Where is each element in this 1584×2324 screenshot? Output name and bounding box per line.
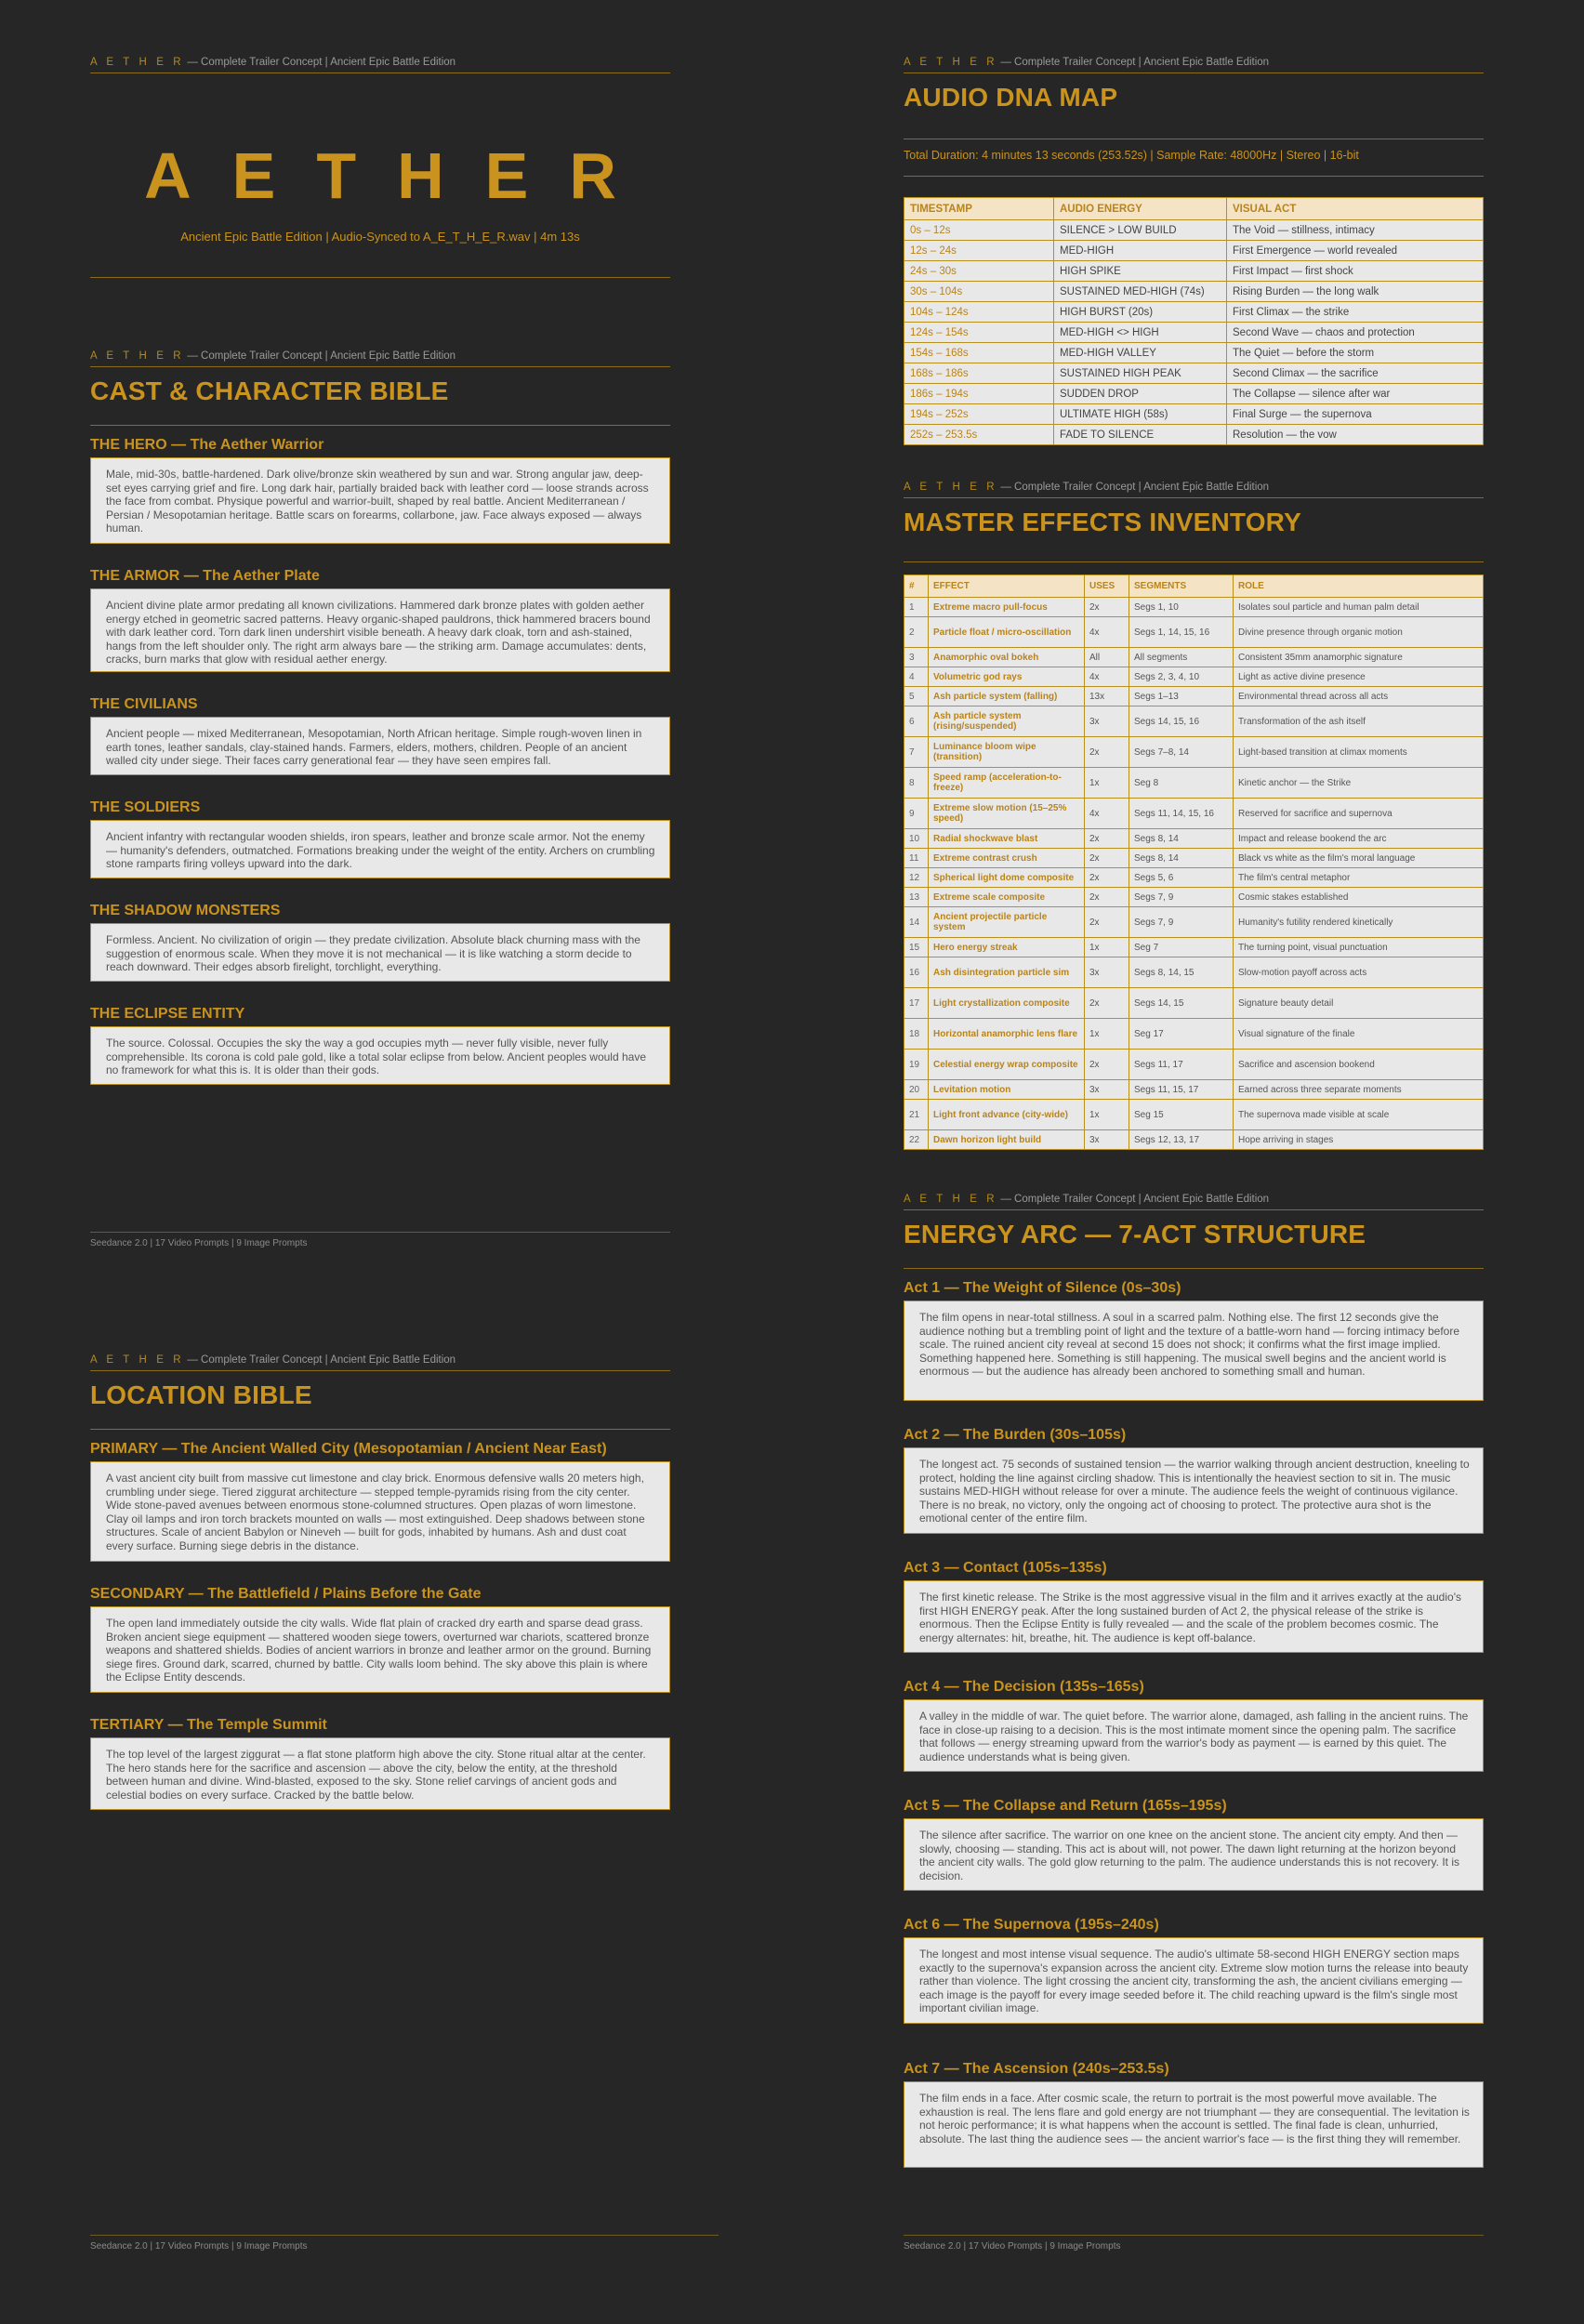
header-text: — Complete Trailer Concept | Ancient Epic Battle Edition [997,57,1270,68]
location-heading-tertiary: TERTIARY — The Temple Summit [90,1717,327,1733]
cast-text: Ancient divine plate armor predating all known civilizations. Hammered dark bronze plates with golden aether energy etched in geometric sacred patterns. Heavy organic-shaped pauldrons, thick hammered bracers bound with dark leather cord. Torn dark linen undershirt visible beneath. A heavy dark cloak, torn and ash-stained, hangs from the left shoulder only. The right arm always bare — the striking arm. Damage accumulates: dents, cracks, burn marks that glow with residual aether energy. [106,599,651,667]
audio-page [904,57,1484,445]
table-row [904,1100,1484,1130]
table-row [904,363,1484,384]
effect-role: Kinetic anchor — the Strike [1234,768,1484,799]
page-footer: Seedance 2.0 | 17 Video Prompts | 9 Image Prompts [904,2235,1484,2251]
cast-text: Ancient infantry with rectangular wooden shields, iron spears, leather and bronze scale armor. Not the enemy — humanity's defenders, outmatched. Formations breaking under the weight of the entity. Archers on crumbling stone ramparts firing volleys upward into the dark. [106,830,655,871]
act-text: The longest act. 75 seconds of sustained tension — the warrior walking through ancient destruction, kneeling to protect, holding the line against circling shadow. This is intentionally the heaviest section to sit in. The music sustains MED-HIGH without release for over a minute. The audience feels the weight of continuous vigilance. There is no break, no victory, only the ongoing act of choosing to protect. The protective aura shot is the emotional center of the entire film. [919,1458,1470,1525]
cast-box-civilians [90,717,670,775]
energy-title: ENERGY ARC — 7-ACT STRUCTURE [904,1220,1484,1269]
effect-role: Cosmic stakes established [1234,888,1484,907]
page-header [90,350,670,367]
effect-number: 2 [904,617,929,648]
effects-column-header: SEGMENTS [1129,575,1234,598]
effect-segments: Segs 8, 14, 15 [1129,957,1234,988]
effect-role: Sacrifice and ascension bookend [1234,1050,1484,1080]
header-text: — Complete Trailer Concept | Ancient Epic Battle Edition [184,57,456,68]
audio-visual-act: The Void — stillness, intimacy [1227,220,1484,241]
table-row [904,220,1484,241]
table-row [904,617,1484,648]
effect-name: Ash disintegration particle sim [929,957,1085,988]
audio-timestamp: 0s – 12s [904,220,1054,241]
effects-column-header: USES [1085,575,1129,598]
page-header [90,1354,670,1371]
table-row [904,302,1484,323]
location-box-tertiary [90,1737,670,1810]
effect-number: 21 [904,1100,929,1130]
location-heading-primary: PRIMARY — The Ancient Walled City (Mesopotamian / Ancient Near East) [90,1441,607,1457]
effect-uses: 3x [1085,1130,1129,1150]
audio-energy: FADE TO SILENCE [1054,425,1227,445]
effect-name: Horizontal anamorphic lens flare [929,1019,1085,1050]
act-heading: Act 2 — The Burden (30s–105s) [904,1427,1127,1443]
page-footer: Seedance 2.0 | 17 Video Prompts | 9 Image Prompts [90,1232,670,1248]
effect-uses: All [1085,648,1129,667]
table-row [904,1050,1484,1080]
effect-role: Reserved for sacrifice and supernova [1234,799,1484,829]
header-brand: A E T H E R [904,1194,998,1205]
header-brand: A E T H E R [904,57,998,68]
audio-timestamp: 252s – 253.5s [904,425,1054,445]
table-row [904,957,1484,988]
effect-uses: 2x [1085,737,1129,768]
effect-name: Particle float / micro-oscillation [929,617,1085,648]
cast-heading-civilians: THE CIVILIANS [90,696,198,712]
cover-title: AETHER [144,139,657,212]
act-heading: Act 7 — The Ascension (240s–253.5s) [904,2061,1169,2077]
location-page [90,1354,670,1810]
table-row [904,282,1484,302]
effect-role: Humanity's futility rendered kinetically [1234,907,1484,938]
effect-name: Dawn horizon light build [929,1130,1085,1150]
effect-name: Speed ramp (acceleration-to-freeze) [929,768,1085,799]
effect-number: 9 [904,799,929,829]
effect-uses: 2x [1085,907,1129,938]
act-text: The film ends in a face. After cosmic scale, the return to portrait is the most powerful move available. The exhaustion is real. The lens flare and gold energy are not triumphant — they are consequential. The levitation is not heroic performance; it is what happens when the account is settled. The final fade is clean, unhurried, absolute. The last thing the audience sees — the ancient warrior's face — is the first thing they will remember. [919,2092,1470,2146]
page-header [904,1194,1484,1210]
effect-segments: Segs 8, 14 [1129,849,1234,868]
cast-heading-armor: THE ARMOR — The Aether Plate [90,568,320,584]
effect-number: 22 [904,1130,929,1150]
audio-timestamp: 154s – 168s [904,343,1054,363]
table-row [904,261,1484,282]
effect-segments: Segs 14, 15 [1129,988,1234,1019]
table-row [904,1130,1484,1150]
effect-role: Light-based transition at climax moments [1234,737,1484,768]
audio-timestamp: 12s – 24s [904,241,1054,261]
cast-heading-eclipse: THE ECLIPSE ENTITY [90,1006,245,1022]
effect-number: 15 [904,938,929,957]
effect-segments: Segs 7–8, 14 [1129,737,1234,768]
table-row [904,648,1484,667]
effect-number: 6 [904,706,929,737]
effect-name: Extreme scale composite [929,888,1085,907]
effect-segments: Segs 1, 10 [1129,598,1234,617]
audio-energy: SILENCE > LOW BUILD [1054,220,1227,241]
table-row [904,1080,1484,1100]
effect-segments: Segs 11, 14, 15, 16 [1129,799,1234,829]
effect-segments: Seg 15 [1129,1100,1234,1130]
audio-energy: HIGH BURST (20s) [1054,302,1227,323]
effect-segments: Segs 12, 13, 17 [1129,1130,1234,1150]
cast-heading-hero: THE HERO — The Aether Warrior [90,437,324,453]
effect-uses: 2x [1085,888,1129,907]
table-row [904,1019,1484,1050]
effect-role: Isolates soul particle and human palm detail [1234,598,1484,617]
effect-role: Consistent 35mm anamorphic signature [1234,648,1484,667]
header-brand: A E T H E R [90,350,185,362]
effect-name: Ash particle system (falling) [929,687,1085,706]
cast-text: Formless. Ancient. No civilization of origin — they predate civilization. Absolute black churning mass with the suggestion of enormous scale. When they move it is not mechanical — it is like watching a storm decide to reach downward. Their edges absorb firelight, torchlight, everything. [106,933,640,974]
effect-number: 12 [904,868,929,888]
audio-timestamp: 186s – 194s [904,384,1054,404]
effect-uses: 2x [1085,1050,1129,1080]
location-text: The open land immediately outside the city walls. Wide flat plain of cracked dry earth and sparse dead grass. Broken ancient siege equipment — shattered wooden siege towers, overturned war chariots, scattered bronze weapons and shattered shields. Bodies of ancient warriors in bronze and leather armor on the ground. Burning siege fires. Ground dark, scarred, churned by battle. City walls loom behind. The sky above this plain is where the Eclipse Entity descends. [106,1617,652,1684]
audio-energy: SUSTAINED MED-HIGH (74s) [1054,282,1227,302]
audio-meta: Total Duration: 4 minutes 13 seconds (253.52s) | Sample Rate: 48000Hz | Stereo | 16-bit [904,149,1484,177]
cast-text: Male, mid-30s, battle-hardened. Dark olive/bronze skin weathered by sun and war. Strong angular jaw, deep-set eyes carrying grief and fire. Long dark hair, partially braided back with leather cord — loose strands across the face from combat. Physique powerful and warrior-built, shaped by real battle. Ancient Mediterranean / Persian / Mesopotamian heritage. Battle scars on forearms, collarbone, jaw. Face always exposed — always human. [106,468,649,535]
audio-visual-act: Resolution — the vow [1227,425,1484,445]
table-row [904,343,1484,363]
header-brand: A E T H E R [90,57,185,68]
audio-visual-act: Rising Burden — the long walk [1227,282,1484,302]
audio-timestamp: 30s – 104s [904,282,1054,302]
location-heading-secondary: SECONDARY — The Battlefield / Plains Before the Gate [90,1586,482,1602]
act-box [904,1937,1484,2024]
effect-name: Light front advance (city-wide) [929,1100,1085,1130]
effect-name: Anamorphic oval bokeh [929,648,1085,667]
effect-role: Slow-motion payoff across acts [1234,957,1484,988]
effect-uses: 1x [1085,1019,1129,1050]
table-row [904,598,1484,617]
audio-timestamp: 168s – 186s [904,363,1054,384]
energy-page [904,1194,1484,2168]
audio-visual-act: First Emergence — world revealed [1227,241,1484,261]
effect-name: Spherical light dome composite [929,868,1085,888]
effect-uses: 2x [1085,849,1129,868]
act-box [904,2081,1484,2168]
audio-visual-act: The Quiet — before the storm [1227,343,1484,363]
audio-energy: ULTIMATE HIGH (58s) [1054,404,1227,425]
effect-uses: 1x [1085,1100,1129,1130]
audio-column-header: VISUAL ACT [1227,198,1484,220]
act-heading: Act 4 — The Decision (135s–165s) [904,1679,1144,1695]
cast-box-eclipse [90,1026,670,1085]
audio-title: AUDIO DNA MAP [904,83,1118,112]
header-brand: A E T H E R [90,1354,185,1366]
audio-energy: MED-HIGH <> HIGH [1054,323,1227,343]
header-text: — Complete Trailer Concept | Ancient Epic Battle Edition [997,482,1270,493]
audio-visual-act: Final Surge — the supernova [1227,404,1484,425]
table-row [904,404,1484,425]
effect-number: 16 [904,957,929,988]
effect-name: Light crystallization composite [929,988,1085,1019]
effect-segments: Segs 11, 17 [1129,1050,1234,1080]
effect-role: Impact and release bookend the arc [1234,829,1484,849]
effect-uses: 2x [1085,829,1129,849]
effect-uses: 1x [1085,938,1129,957]
act-heading: Act 1 — The Weight of Silence (0s–30s) [904,1280,1181,1296]
effect-name: Extreme contrast crush [929,849,1085,868]
effects-column-header: EFFECT [929,575,1085,598]
cast-heading-monsters: THE SHADOW MONSTERS [90,903,281,918]
effect-role: Hope arriving in stages [1234,1130,1484,1150]
location-title: LOCATION BIBLE [90,1380,670,1430]
effect-role: The turning point, visual punctuation [1234,938,1484,957]
table-row [904,938,1484,957]
act-text: The silence after sacrifice. The warrior on one knee on the ancient stone. The ancient city empty. And then — slowly, choosing — standing. This act is about will, not power. The dawn light returning at the horizon beyond the ancient city walls. The gold glow returning to the palm. The audience understands this is not recovery. It is decision. [919,1829,1459,1882]
act-box [904,1447,1484,1534]
table-row [904,667,1484,687]
effect-name: Extreme macro pull-focus [929,598,1085,617]
cast-box-armor [90,588,670,672]
table-row [904,768,1484,799]
effect-uses: 4x [1085,667,1129,687]
table-row [904,687,1484,706]
audio-timestamp: 24s – 30s [904,261,1054,282]
table-row [904,888,1484,907]
effect-uses: 13x [1085,687,1129,706]
audio-visual-act: First Climax — the strike [1227,302,1484,323]
effect-uses: 1x [1085,768,1129,799]
audio-timestamp: 124s – 154s [904,323,1054,343]
effect-uses: 3x [1085,706,1129,737]
table-row [904,706,1484,737]
effect-number: 8 [904,768,929,799]
effect-segments: Segs 7, 9 [1129,888,1234,907]
effect-number: 20 [904,1080,929,1100]
effect-segments: Segs 2, 3, 4, 10 [1129,667,1234,687]
audio-timestamp: 104s – 124s [904,302,1054,323]
effect-role: Divine presence through organic motion [1234,617,1484,648]
effect-role: Transformation of the ash itself [1234,706,1484,737]
cast-heading-soldiers: THE SOLDIERS [90,799,201,815]
effect-uses: 2x [1085,868,1129,888]
audio-energy: MED-HIGH VALLEY [1054,343,1227,363]
effect-name: Hero energy streak [929,938,1085,957]
page-header [90,57,670,73]
effect-role: Visual signature of the finale [1234,1019,1484,1050]
effects-table [904,574,1484,1150]
table-row [904,241,1484,261]
effect-number: 4 [904,667,929,687]
effect-uses: 3x [1085,1080,1129,1100]
location-box-primary [90,1461,670,1562]
header-text: — Complete Trailer Concept | Ancient Epic Battle Edition [184,350,456,362]
audio-visual-act: Second Wave — chaos and protection [1227,323,1484,343]
cast-box-hero [90,457,670,544]
effect-number: 5 [904,687,929,706]
audio-visual-act: The Collapse — silence after war [1227,384,1484,404]
effect-uses: 3x [1085,957,1129,988]
effect-number: 7 [904,737,929,768]
effect-segments: Segs 1, 14, 15, 16 [1129,617,1234,648]
audio-timestamp: 194s – 252s [904,404,1054,425]
effect-number: 14 [904,907,929,938]
effect-name: Ash particle system (rising/suspended) [929,706,1085,737]
effect-name: Radial shockwave blast [929,829,1085,849]
effect-name: Celestial energy wrap composite [929,1050,1085,1080]
audio-column-header: AUDIO ENERGY [1054,198,1227,220]
table-row [904,799,1484,829]
effects-title: MASTER EFFECTS INVENTORY [904,508,1301,536]
act-text: A valley in the middle of war. The quiet before. The warrior alone, damaged, ash falling in the ancient ruins. The face in close-up raising to a decision. This is the most intimate moment since the opening palm. The sacrifice that follows — energy streaming upward from the warrior's body as payment — is earned by this quiet. The audience understands what is being given. [919,1710,1469,1763]
act-text: The film opens in near-total stillness. A soul in a scarred palm. Nothing else. The first 12 seconds give the audience nothing but a trembling point of light and the texture of a battle-worn hand — forcing intimacy before scale. The ruined ancient city reveal at second 15 does not shock; it confirms what the first image implied. Something happened here. Something is still happening. The musical swell begins and the ancient world is enormous — but the audience has already been anchored to something small and human. [919,1311,1460,1379]
cast-box-monsters [90,923,670,982]
act-box [904,1301,1484,1401]
effect-segments: Seg 17 [1129,1019,1234,1050]
table-row [904,323,1484,343]
cast-box-soldiers [90,820,670,878]
cast-title: CAST & CHARACTER BIBLE [90,376,670,426]
table-row [904,868,1484,888]
effect-segments: Seg 8 [1129,768,1234,799]
location-text: A vast ancient city built from massive cut limestone and clay brick. Enormous defensive walls 20 meters high, crumbling under siege. Tiered ziggurat architecture — stepped temple-pyramids rising from the city center. Wide stone-paved avenues between enormous stone-columned structures. Open plazas of worn limestone. Clay oil lamps and iron torch brackets mounted on walls — most extinguished. Deep shadows between stone structures. Scale of ancient Babylon or Nineveh — built for gods, inhabited by humans. Ash and dust coat every surface. Burning siege debris in the distance. [106,1472,645,1552]
effect-uses: 4x [1085,799,1129,829]
effect-uses: 2x [1085,988,1129,1019]
effect-number: 11 [904,849,929,868]
table-row [904,849,1484,868]
location-text: The top level of the largest ziggurat — a flat stone platform high above the city. Stone ritual altar at the center. The hero stands here for the sacrifice and ascension — above the city, below the entity, at the threshold between human and divine. Wind-blasted, exposed to the sky. Stone relief carvings of ancient gods and celestial bodies on every surface. Cracked by the battle below. [106,1748,646,1802]
effects-column-header: # [904,575,929,598]
audio-visual-act: Second Climax — the sacrifice [1227,363,1484,384]
effect-name: Volumetric god rays [929,667,1085,687]
effect-name: Luminance bloom wipe (transition) [929,737,1085,768]
effect-segments: Seg 7 [1129,938,1234,957]
audio-visual-act: First Impact — first shock [1227,261,1484,282]
effect-role: Black vs white as the film's moral language [1234,849,1484,868]
effect-number: 19 [904,1050,929,1080]
effect-segments: Segs 5, 6 [1129,868,1234,888]
effect-uses: 2x [1085,598,1129,617]
effect-role: The film's central metaphor [1234,868,1484,888]
audio-energy: HIGH SPIKE [1054,261,1227,282]
act-box [904,1818,1484,1891]
act-heading: Act 3 — Contact (105s–135s) [904,1560,1107,1576]
effect-number: 3 [904,648,929,667]
effect-name: Extreme slow motion (15–25% speed) [929,799,1085,829]
effect-role: The supernova made visible at scale [1234,1100,1484,1130]
effect-segments: Segs 11, 15, 17 [1129,1080,1234,1100]
effect-segments: Segs 1–13 [1129,687,1234,706]
cast-text: The source. Colossal. Occupies the sky the way a god occupies myth — never fully visible, never fully comprehensible. Its corona is cold pale gold, like a total solar eclipse from below. Ancient peoples would have no framework for what this is. It is older than their gods. [106,1037,646,1077]
effect-segments: Segs 14, 15, 16 [1129,706,1234,737]
effect-number: 1 [904,598,929,617]
effect-role: Signature beauty detail [1234,988,1484,1019]
effects-page [904,482,1484,1150]
audio-column-header: TIMESTAMP [904,198,1054,220]
cast-page [90,350,670,1085]
act-box [904,1699,1484,1772]
header-text: — Complete Trailer Concept | Ancient Epic Battle Edition [184,1354,456,1366]
effect-number: 10 [904,829,929,849]
page-header [904,482,1484,498]
effect-name: Levitation motion [929,1080,1085,1100]
effect-role: Light as active divine presence [1234,667,1484,687]
audio-energy: SUDDEN DROP [1054,384,1227,404]
cover-page [90,57,670,278]
header-text: — Complete Trailer Concept | Ancient Epic Battle Edition [997,1194,1270,1205]
cast-text: Ancient people — mixed Mediterranean, Mesopotamian, North African heritage. Simple rough-woven linen in earth tones, leather sandals, clay-stained hands. Farmers, elders, mothers, children. People of an ancient walled city under siege. Their faces carry generational fear — they have seen empires fall. [106,727,642,768]
audio-energy: SUSTAINED HIGH PEAK [1054,363,1227,384]
table-row [904,907,1484,938]
cover-subtitle: Ancient Epic Battle Edition | Audio-Synced to A_E_T_H_E_R.wav | 4m 13s [90,230,670,278]
page-header [904,57,1484,73]
page-footer: Seedance 2.0 | 17 Video Prompts | 9 Image Prompts [90,2235,719,2251]
table-row [904,988,1484,1019]
effect-number: 17 [904,988,929,1019]
location-box-secondary [90,1606,670,1693]
act-heading: Act 6 — The Supernova (195s–240s) [904,1917,1159,1933]
effect-number: 18 [904,1019,929,1050]
effect-segments: All segments [1129,648,1234,667]
effect-number: 13 [904,888,929,907]
audio-energy: MED-HIGH [1054,241,1227,261]
effect-segments: Segs 7, 9 [1129,907,1234,938]
effects-column-header: ROLE [1234,575,1484,598]
table-row [904,829,1484,849]
header-brand: A E T H E R [904,482,998,493]
effect-role: Earned across three separate moments [1234,1080,1484,1100]
effect-segments: Segs 8, 14 [1129,829,1234,849]
effect-uses: 4x [1085,617,1129,648]
table-row [904,737,1484,768]
effect-name: Ancient projectile particle system [929,907,1085,938]
table-row [904,384,1484,404]
act-box [904,1580,1484,1653]
act-text: The first kinetic release. The Strike is the most aggressive visual in the film and it arrives exactly at the audio's first HIGH ENERGY peak. After the long sustained burden of Act 2, the physical release of the strike is enormous. Then the Eclipse Entity is fully revealed — and the scale of the problem becomes cosmic. The energy alternates: hit, breathe, hit. The audience is kept off-balance. [919,1591,1461,1644]
effect-role: Environmental thread across all acts [1234,687,1484,706]
act-heading: Act 5 — The Collapse and Return (165s–195s) [904,1798,1227,1814]
table-row [904,425,1484,445]
audio-table [904,197,1484,445]
act-text: The longest and most intense visual sequence. The audio's ultimate 58-second HIGH ENERGY section maps exactly to the supernova's expansion across the ancient city. Extreme slow motion turns the release into beauty rather than violence. The light crossing the ancient city, transforming the ash, the ancient civilians emerging — each image is the payoff for every image seeded before it. The child reaching upward is the film's single most important civilian image. [919,1948,1469,2015]
